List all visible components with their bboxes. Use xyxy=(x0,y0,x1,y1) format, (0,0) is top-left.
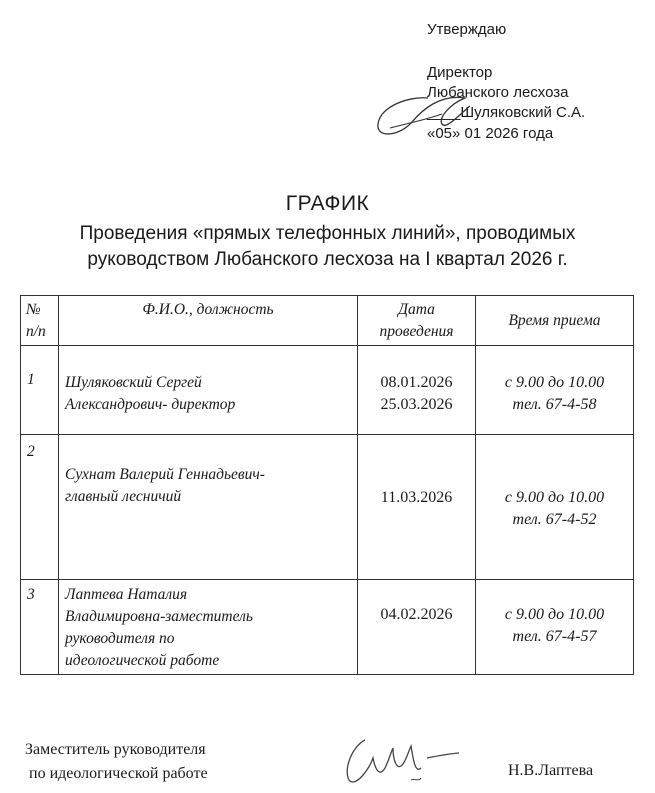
header-num: № п/п xyxy=(26,301,46,340)
header-name: Ф.И.О., должность xyxy=(142,301,274,318)
table-border xyxy=(20,579,634,580)
row-1-name: Шуляковский Сергей Александрович- директор xyxy=(65,374,236,413)
subtitle-line-2: руководством Любанского лесхоза на I квартал 2026 г. xyxy=(87,249,568,270)
row-2-num: 2 xyxy=(27,443,35,460)
header-date: Дата проведения xyxy=(379,301,454,340)
table-border xyxy=(20,295,21,675)
row-2-name: Сухнат Валерий Геннадьевич- главный лесничий xyxy=(65,466,265,505)
row-3-name: Лаптева Наталия Владимировна-заместитель руководителя по идеологической работе xyxy=(65,586,253,669)
table-border xyxy=(633,295,634,675)
table-border xyxy=(20,434,634,435)
approver-position-line2: Любанского лесхоза xyxy=(427,84,569,101)
row-3-time: с 9.00 до 10.00 тел. 67-4-57 xyxy=(504,606,605,645)
approver-signer-line: ____Шуляковский С.А. xyxy=(427,104,586,121)
header-time: Время приема xyxy=(508,312,601,329)
footer-position: Заместитель руководителя по идеологической работе xyxy=(25,741,208,782)
table-border xyxy=(58,295,59,675)
table-border xyxy=(20,295,634,296)
approve-word: Утверждаю xyxy=(427,21,507,38)
row-2-time: с 9.00 до 10.00 тел. 67-4-52 xyxy=(504,489,605,528)
deputy-signature-icon xyxy=(335,728,465,788)
document-title: ГРАФИК xyxy=(285,192,370,215)
table-border xyxy=(20,674,634,675)
table-border xyxy=(20,345,634,346)
row-2-dates: 11.03.2026 xyxy=(380,489,453,506)
director-signature-icon xyxy=(370,84,480,154)
document-subtitle xyxy=(0,221,655,273)
row-1-num: 1 xyxy=(27,371,35,388)
approver-position-line1: Директор xyxy=(427,64,493,81)
row-1-time: с 9.00 до 10.00 тел. 67-4-58 xyxy=(504,374,605,413)
row-3-dates: 04.02.2026 xyxy=(380,606,453,623)
row-3-num: 3 xyxy=(27,586,35,603)
subtitle-line-1: Проведения «прямых телефонных линий», проводимых xyxy=(79,223,576,244)
approval-date-line: «05» 01 2026 года xyxy=(427,125,554,142)
footer-name: Н.В.Лаптева xyxy=(508,762,594,779)
row-1-dates: 08.01.2026 25.03.2026 xyxy=(380,374,453,413)
